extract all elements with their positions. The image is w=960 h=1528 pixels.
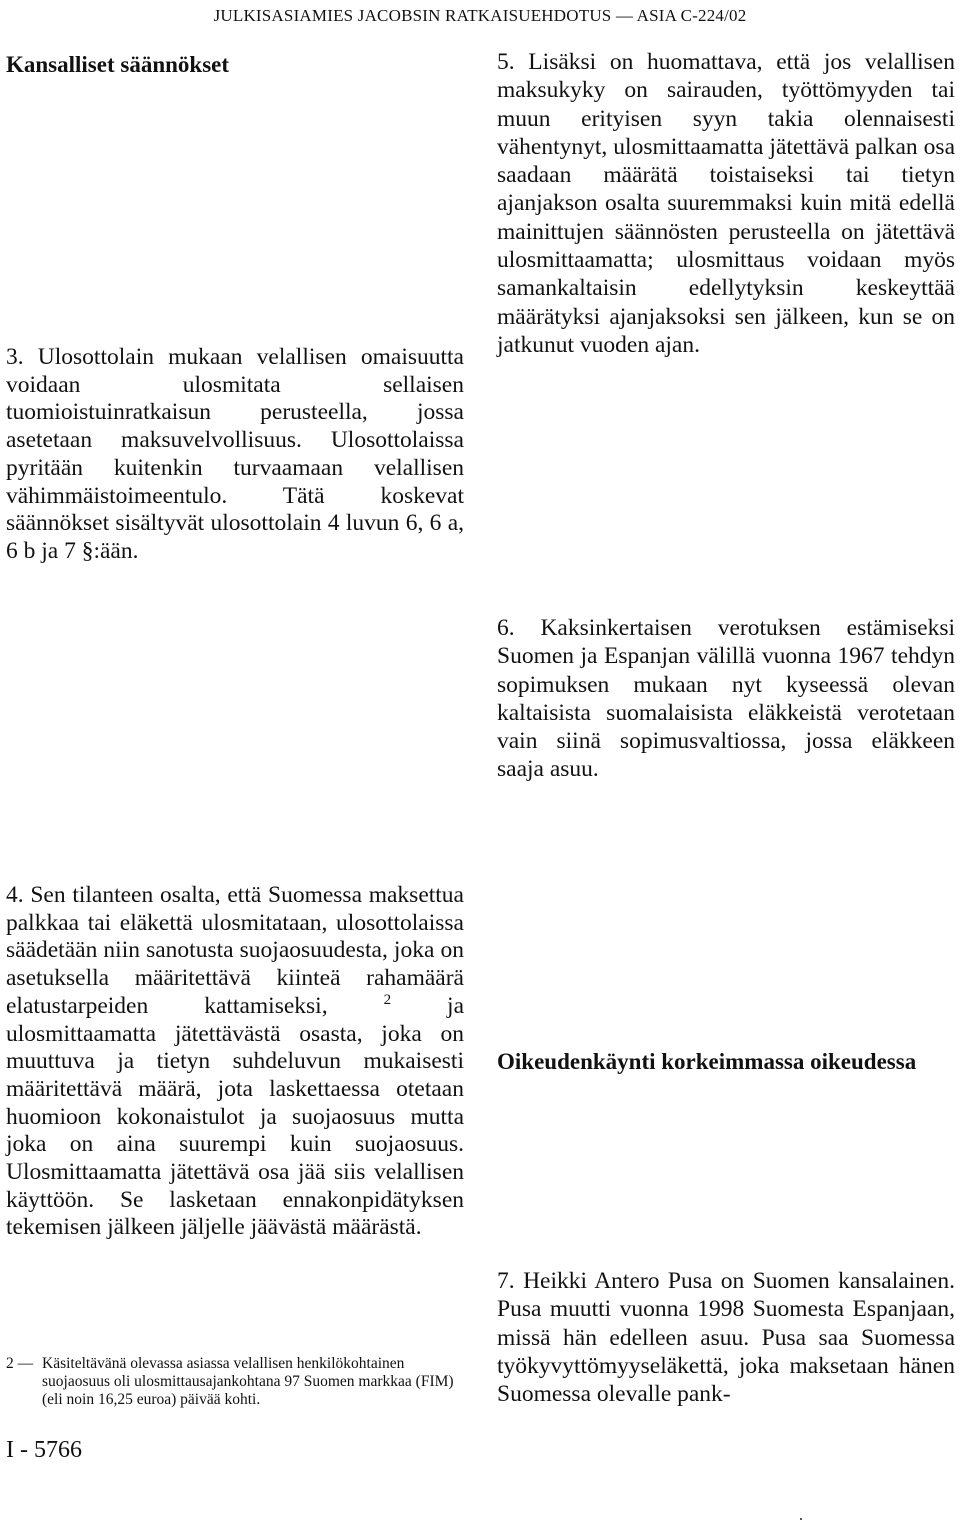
page-number: I - 5766 (6, 1437, 82, 1463)
paragraph-3: 3. Ulosottolain mukaan velallisen omaisuutta voidaan ulosmitata sellaisen tuomioistuinratkaisun perusteella, jossa asetetaan maksuvelvollisuus. Ulosottolaissa pyritään kuitenkin turvaamaan velallisen vähimmäistoimeentulo. Tätä koskevat säännökset sisältyvät ulosottolain 4 luvun 6, 6 a, 6 b ja 7 §:ään. (6, 344, 464, 564)
footnote-text: Käsiteltävänä olevassa asiassa velallisen henkilökohtainen suojaosuus oli ulosmittausajankohtana 97 Suomen markkaa (FIM) (eli noin 16,25 euroa) päivää kohti. (42, 1355, 454, 1408)
running-header: JULKISASIAMIES JACOBSIN RATKAISUEHDOTUS — ASIA C-224/02 (213, 6, 747, 25)
footnote-marker: 2 — (6, 1355, 34, 1372)
footnote-reference[interactable]: 2 (383, 991, 392, 1008)
paragraph-6: 6. Kaksinkertaisen verotuksen estämiseksi Suomen ja Espanjan välillä vuonna 1967 tehdyn sopimuksen mukaan nyt kyseessä olevan kaltaisista suomalaisista eläkkeistä verotetaan vain siinä sopimusvaltiossa, jossa eläkkeen saaja asuu. (497, 615, 955, 783)
paragraph-4-text-b: ja ulosmittaamatta jätettävästä osasta, joka on muuttuva ja tietyn suhdeluvun mukaisesti määritettävä määrä, jota laskettaessa otetaan huomioon kokonaistulot ja suojaosuus mutta joka on aina suurempi kuin suojaosuus. Ulosmittaamatta jätettävä osa jää siis velallisen käyttöön. Se lasketaan ennakonpidätyksen tekemisen jälkeen jäljelle jäävästä määrästä. (6, 992, 465, 1241)
paragraph-7: 7. Heikki Antero Pusa on Suomen kansalainen. Pusa muutti vuonna 1998 Suomesta Espanjaan, missä hän edelleen asuu. Pusa saa Suomessa työkyvyttömyyseläkettä, joka maksetaan hänen Suomessa olevalle pank- (497, 1268, 955, 1408)
paragraph-4-text-a: 4. Sen tilanteen osalta, että Suomessa maksettua palkkaa tai eläkettä ulosmitataan, ulosottolaissa säädetään niin sanotusta suojaosuudesta, joka on asetuksella määritettävä kiinteä rahamäärä elatustarpeiden kattamiseksi, (6, 882, 464, 1019)
footnote-2 (6, 1355, 466, 1409)
section-heading-supreme-court-proceedings: Oikeudenkäynti korkeimmassa oikeudessa (497, 1049, 917, 1074)
paragraph-5: 5. Lisäksi on huomattava, että jos velallisen maksukyky on sairauden, työttömyyden tai muun erityisen syyn takia olennaisesti vähentynyt, ulosmittaamatta jätettävä palkan osa saadaan määrätä toistaiseksi tai tietyn ajanjakson osalta suuremmaksi kuin mitä edellä mainittujen säännösten perusteella on jätettävä ulosmittaamatta; ulosmittaus voidaan myös samankaltaisin edellytyksin keskeyttää määrätyksi ajanjaksoksi sen jälkeen, kun se on jatkunut vuoden ajan. (497, 49, 955, 358)
section-heading-national-provisions: Kansalliset säännökset (6, 52, 230, 77)
paragraph-4 (6, 882, 464, 1242)
print-speck (800, 1518, 802, 1520)
